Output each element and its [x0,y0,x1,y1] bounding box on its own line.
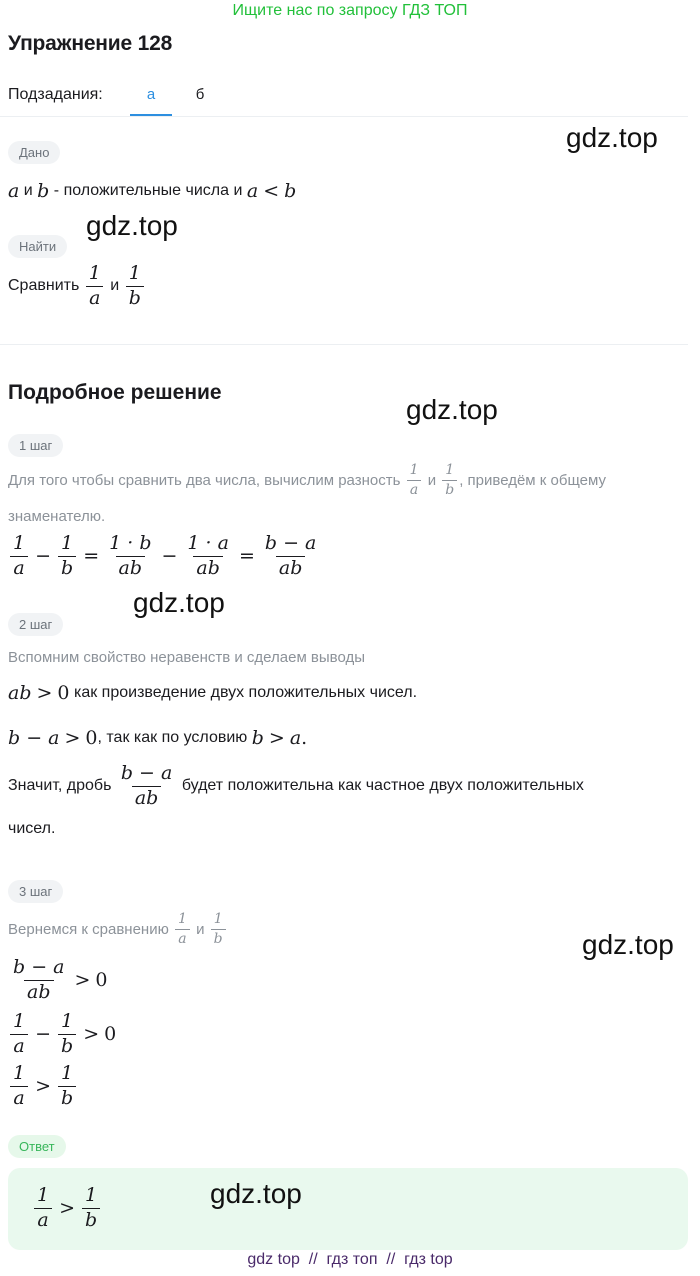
watermark: gdz.top [566,122,658,153]
step2-line2: b − a > 0 , так как по условию b > a . [8,727,308,749]
answer-box [8,1168,688,1250]
step1-text: Для того чтобы сравнить два числа, вычислим разность $\frac{1}{a}$ и $\frac{1}{b}$ , приведём к общему [8,462,606,498]
footer-links: gdz top // гдз топ // гдз top [247,1251,453,1268]
step3-formula3: $\frac{1}{a}$ > $\frac{1}{b}$ [8,1064,78,1109]
subtasks-label: Подзадания: [8,86,103,103]
search-banner: Ищите нас по запросу ГДЗ ТОП [232,2,468,19]
given-line: a и b - положительные числа и a < b [8,180,297,202]
watermark: gdz.top [406,394,498,425]
step3-chip: 3 шаг [8,880,63,903]
answer-chip: Ответ [8,1135,66,1158]
exercise-title: Упражнение 128 [8,32,173,55]
tab-a[interactable]: а [146,86,156,103]
tab-b[interactable]: б [195,86,205,103]
step3-formula2: $\frac{1}{a}$ − $\frac{1}{b}$ > 0 [8,1012,116,1057]
step3-formula1: $\frac{b - a}{ab}$ > 0 [13,956,108,1003]
watermark: gdz.top [86,210,178,241]
answer-formula: $\frac{1}{a}$ > $\frac{1}{b}$ [32,1186,102,1231]
step2-line1: ab > 0 как произведение двух положительных чисел. [8,682,418,704]
solution-title: Подробное решение [8,381,222,404]
step2-line3: Значит, дробь $\frac{b - a}{ab}$ будет положительна как частное двух положительных [8,762,584,809]
watermark: gdz.top [582,929,674,960]
step1-chip: 1 шаг [8,434,63,457]
step2-text: Вспомним свойство неравенств и сделаем выводы [8,649,366,666]
step2-chip: 2 шаг [8,613,63,636]
step1-text-line2: знаменателю. [8,508,106,525]
tabs-divider [0,116,688,117]
watermark: gdz.top [210,1178,302,1209]
step3-text: Вернемся к сравнению $\frac{1}{a}$ и $\frac{1}{b}$ [8,912,228,946]
step2-line3-cont: чисел. [8,820,56,837]
find-line: Сравнить $\frac{1}{a}$ и $\frac{1}{b}$ [8,264,146,309]
section-divider [0,344,688,345]
step1-formula: $\frac{1}{a}$ − $\frac{1}{b}$ = $\frac{1 \cdot b}{ab}$ − $\frac{1 \cdot a}{ab}$ = $\frac{b - a}{ab}$ [8,534,321,579]
find-chip: Найти [8,235,67,258]
given-chip: Дано [8,141,60,164]
watermark: gdz.top [133,587,225,618]
